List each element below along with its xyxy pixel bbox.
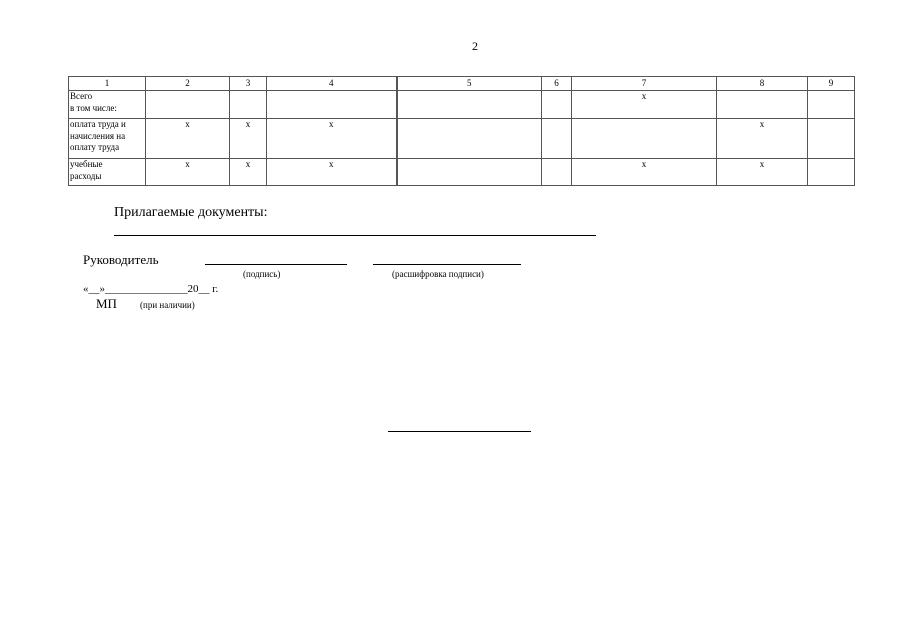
table-cell: [808, 119, 855, 159]
signature-line: [205, 264, 347, 265]
column-header: 5: [397, 77, 542, 91]
table-cell: [808, 159, 855, 186]
attached-documents-line: [114, 235, 596, 236]
row-label: [69, 159, 146, 186]
attached-documents-label: Прилагаемые документы:: [114, 205, 268, 220]
column-header: 1: [69, 77, 146, 91]
row-label-line: в том числе:: [70, 102, 117, 113]
table-cell: [542, 91, 572, 119]
table-cell: х: [267, 119, 397, 159]
table-cell: [230, 91, 267, 119]
table-cell: [542, 159, 572, 186]
table-cell: х: [572, 159, 717, 186]
column-header: 3: [230, 77, 267, 91]
row-label-line: Всего: [70, 91, 93, 101]
row-label: [69, 119, 146, 159]
table-cell: [717, 91, 808, 119]
table-cell: х: [267, 159, 397, 186]
column-header: 2: [146, 77, 230, 91]
table-cell: [397, 119, 542, 159]
document-end-line: [388, 431, 531, 432]
row-label-line: расходы: [70, 170, 102, 181]
signature-decode-caption: (расшифровка подписи): [392, 269, 484, 279]
date-field: «__»_______________20__ г.: [83, 283, 219, 295]
table-cell: х: [717, 119, 808, 159]
table-cell: [267, 91, 397, 119]
table-cell: [146, 91, 230, 119]
row-label-line: оплату труда: [70, 142, 120, 152]
column-header: 6: [542, 77, 572, 91]
table-cell: х: [717, 159, 808, 186]
column-header: 4: [267, 77, 397, 91]
row-label: [69, 91, 146, 119]
table-row-labor: [69, 119, 855, 159]
table-cell: х: [146, 119, 230, 159]
stamp-label: МП: [96, 296, 117, 311]
table-cell: [572, 119, 717, 159]
table-cell: [397, 159, 542, 186]
table-header-row: [69, 77, 855, 91]
signature-caption: (подпись): [243, 269, 281, 279]
report-table: [68, 76, 855, 186]
signature-decode-line: [373, 264, 521, 265]
page-number: 2: [472, 39, 478, 53]
table-cell: [397, 91, 542, 119]
column-header: 7: [572, 77, 717, 91]
table-cell: [542, 119, 572, 159]
row-label-line: оплата труда и: [70, 119, 126, 129]
column-header: 8: [717, 77, 808, 91]
column-header: 9: [808, 77, 855, 91]
table-cell: [808, 91, 855, 119]
table-cell: х: [230, 159, 267, 186]
table-cell: х: [230, 119, 267, 159]
table-row-total: [69, 91, 855, 119]
head-label: Руководитель: [83, 252, 159, 267]
row-label-line: начисления на: [70, 130, 126, 141]
row-label-line: учебные: [70, 159, 103, 169]
table-cell: х: [572, 91, 717, 119]
table-row-education: [69, 159, 855, 186]
table-cell: х: [146, 159, 230, 186]
stamp-note: (при наличии): [140, 300, 195, 310]
